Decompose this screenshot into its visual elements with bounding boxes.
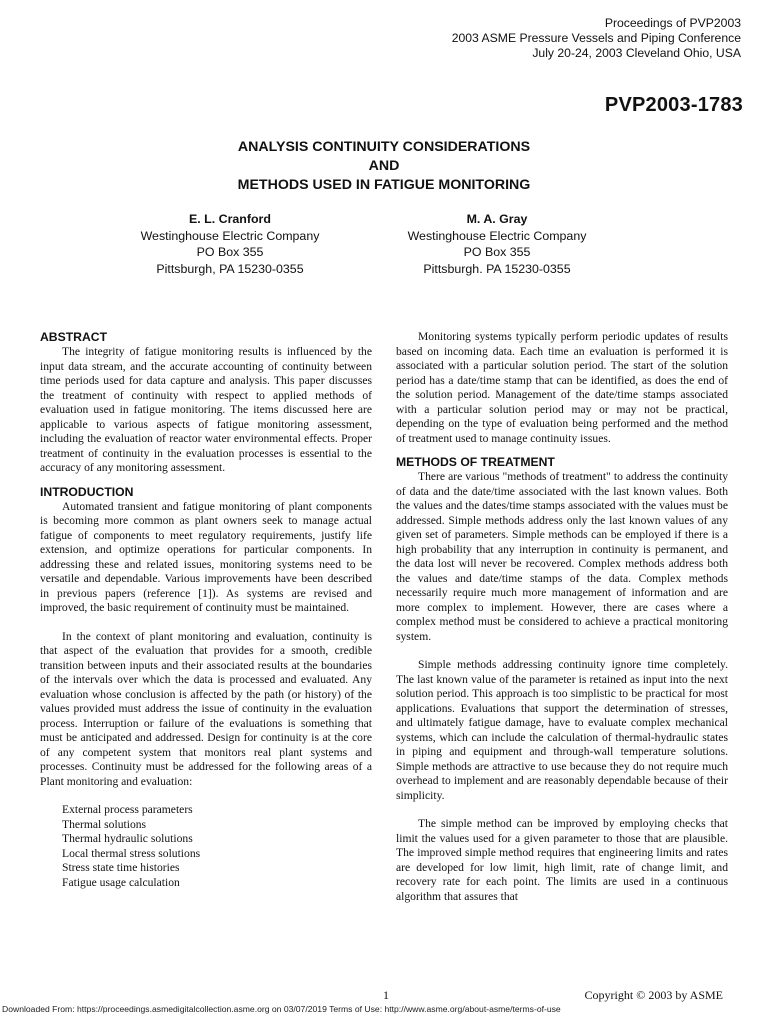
author-name: M. A. Gray: [466, 212, 528, 226]
conference-dates: July 20-24, 2003 Cleveland Ohio, USA: [532, 46, 741, 61]
title-line-1: ANALYSIS CONTINUITY CONSIDERATIONS: [237, 139, 531, 155]
methods-paragraph: There are various "methods of treatment" to address the continuity of data and the date/time associated with the last known values. Both the values and the dates/time stamps associated with the values must be addressed. Simple methods address only the last known values of any given set of parameters. Simple methods can be employed if there is a high probability that any interruption in continuity is permanent, and the data lost will never be recovered. Complex methods address both the values and date/time stamps of the data. Complex methods necessarily require much more management of information and are more complex to implement. However, there are cases where a complex method must be considered to achieve a practical monitoring system.: [396, 470, 728, 643]
author-organization: Westinghouse Electric Company: [140, 228, 320, 243]
author-po-box: PO Box 355: [463, 245, 531, 259]
download-notice: Downloaded From: https://proceedings.asmedigitalcollection.asme.org on 03/07/2019 Terms of Use: http://www.asme.org/about-asme/terms-of-use: [2, 1004, 561, 1014]
abstract-paragraph: The integrity of fatigue monitoring results is influenced by the input data stream, and the accurate accounting of continuity between time periods used for data capture and analysis. This paper discusses the treatment of continuity with respect to applied methods of evaluation used in fatigue monitoring. The items discussed here are applicable to various aspects of fatigue monitoring assessment, including the evaluation of reactor water environmental effects. Proper treatment of continuity in the evaluation processes is essential to the accuracy of any monitoring assessment.: [40, 345, 372, 474]
list-item: Thermal solutions: [62, 817, 147, 831]
simple-methods-paragraph: Simple methods addressing continuity ignore time completely. The last known value of the parameter is retained as input into the next solution period. This approach is too simplistic to be practical for most applications. Evaluations that support the determination of stresses, and ultimately fatigue damage, have to evaluate complex mechanical systems, which can include the calculation of thermal-hydraulic states in piping and equipment and through-wall temperature solutions. Simple methods are attractive to use because they do not require much overhead to implement and are reasonably dependable because of their simplicity.: [396, 658, 728, 802]
author-block: [367, 211, 627, 277]
list-item: External process parameters: [62, 803, 193, 816]
solution-period-paragraph: Monitoring systems typically perform periodic updates of results based on incoming data. Each time an evaluation is performed it is associated with a particular solution period. The start of the solution period has a date/time stamp that can be identified, as does the end of the solution period. Management of the date/time stamps associated with a particular solution period may or may not be practical, depending on the type of evaluation being performed and the method of treatment used to manage continuity issues.: [396, 330, 728, 445]
conference-line: 2003 ASME Pressure Vessels and Piping Conference: [451, 31, 741, 46]
abstract-heading: ABSTRACT: [40, 330, 108, 344]
introduction-heading: INTRODUCTION: [40, 484, 134, 499]
copyright-notice: Copyright © 2003 by ASME: [584, 988, 723, 1002]
left-column: [40, 330, 372, 890]
paper-title: [0, 138, 768, 195]
paper-id: PVP2003-1783: [604, 94, 743, 116]
list-item: Local thermal stress solutions: [62, 846, 201, 860]
list-item: Fatigue usage calculation: [62, 875, 180, 889]
conference-header: [452, 16, 741, 62]
author-organization: Westinghouse Electric Company: [407, 228, 587, 243]
author-name: E. L. Cranford: [189, 212, 271, 226]
author-po-box: PO Box 355: [196, 245, 264, 259]
improved-method-paragraph: The simple method can be improved by employing checks that limit the values used for a given parameter to those that are plausible. The improved simple method requires that engineering limits and rates are developed for low limit, high limit, rate of change limit, and recovery rate for each point. The limits are used in a continuous algorithm that assures that: [396, 817, 728, 903]
methods-heading: METHODS OF TREATMENT: [396, 455, 555, 469]
page-number: 1: [383, 988, 389, 1002]
author-block: [100, 211, 360, 277]
title-line-2: AND: [368, 158, 400, 174]
author-city: Pittsburgh. PA 15230-0355: [423, 261, 571, 276]
introduction-paragraph: Automated transient and fatigue monitoring of plant components is becoming more common as plant owners seek to manage actual fatigue of components to meet regulatory requirements, justify life extension, and optimize operations for particular components. In addressing these and related issues, monitoring systems need to be versatile and dependable. Various improvements have been described in previous papers (reference [1]). As systems are revised and improved, the basic requirement of continuity must be maintained.: [40, 499, 372, 614]
list-item: Stress state time histories: [62, 861, 180, 874]
title-line-3: METHODS USED IN FATIGUE MONITORING: [237, 177, 531, 193]
proceedings-line: Proceedings of PVP2003: [604, 16, 741, 30]
author-city: Pittsburgh, PA 15230-0355: [156, 261, 304, 276]
continuity-paragraph: In the context of plant monitoring and evaluation, continuity is that aspect of the evaluation that provides for a smooth, credible transition between inputs and their associated results at the boundaries of the intervals over which the data is processed and evaluated. Any evaluation whose conclusion is affected by the path (or history) of the values provided must address the issue of continuity in the evaluation process. Interruption or failure of the evaluations is something that must be anticipated and addressed. Design for continuity is at the core of any competent system that monitors real plant systems and processes. Continuity must be addressed for the following areas of a Plant monitoring and evaluation:: [40, 629, 372, 788]
list-item: Thermal hydraulic solutions: [62, 832, 193, 845]
monitoring-areas-list: [62, 803, 372, 890]
right-column: [396, 330, 728, 904]
